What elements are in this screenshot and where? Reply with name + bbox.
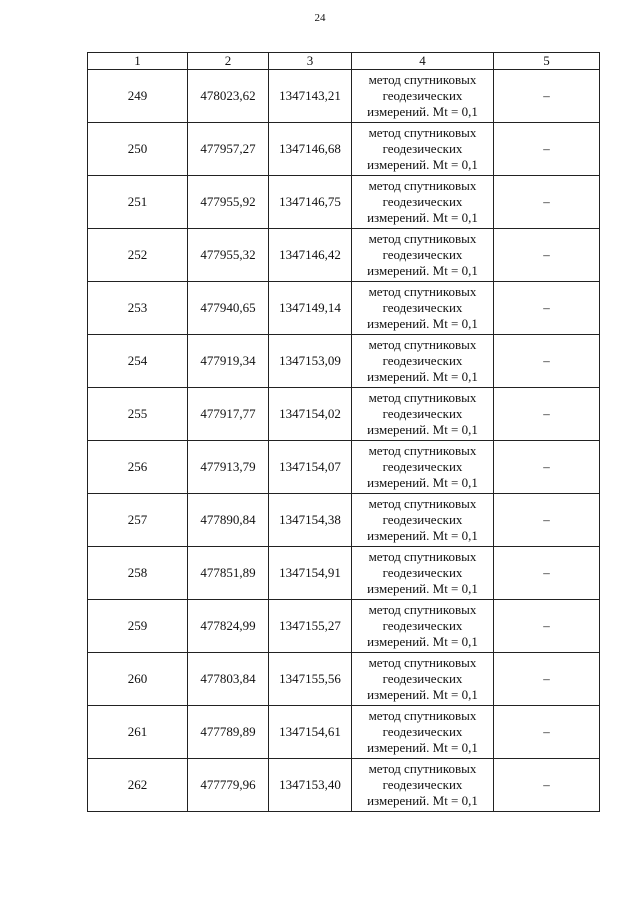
method-cell [352, 176, 494, 229]
method-line: измерений. Mt = 0,1 [367, 157, 478, 172]
method-cell [352, 653, 494, 706]
method-line: метод спутниковых [368, 125, 477, 140]
y-coordinate-cell: 1347155,27 [269, 600, 352, 653]
method-line: измерений. Mt = 0,1 [367, 210, 478, 225]
method-line: метод спутниковых [368, 337, 477, 352]
y-coordinate-cell: 1347154,38 [269, 494, 352, 547]
y-coordinate-cell: 1347154,02 [269, 388, 352, 441]
note-cell: – [494, 759, 600, 812]
note-cell: – [494, 653, 600, 706]
x-coordinate-cell: 477789,89 [188, 706, 269, 759]
table-row [88, 706, 600, 759]
method-line: метод спутниковых [368, 72, 477, 87]
table-row [88, 176, 600, 229]
y-coordinate-cell: 1347153,40 [269, 759, 352, 812]
note-cell: – [494, 229, 600, 282]
note-cell: – [494, 335, 600, 388]
method-cell [352, 123, 494, 176]
table-row [88, 123, 600, 176]
method-line: метод спутниковых [368, 549, 477, 564]
method-line: геодезических [382, 777, 463, 792]
y-coordinate-cell: 1347154,91 [269, 547, 352, 600]
method-line: измерений. Mt = 0,1 [367, 263, 478, 278]
note-cell: – [494, 706, 600, 759]
point-number-cell: 262 [88, 759, 188, 812]
y-coordinate-cell: 1347146,68 [269, 123, 352, 176]
table-row [88, 335, 600, 388]
method-cell [352, 388, 494, 441]
method-line: метод спутниковых [368, 655, 477, 670]
coordinates-table [87, 52, 600, 812]
method-cell [352, 441, 494, 494]
note-cell: – [494, 494, 600, 547]
method-line: геодезических [382, 300, 463, 315]
page-number: 24 [314, 12, 326, 24]
method-line: метод спутниковых [368, 496, 477, 511]
point-number-cell: 259 [88, 600, 188, 653]
method-line: метод спутниковых [368, 178, 477, 193]
point-number-cell: 251 [88, 176, 188, 229]
method-cell [352, 706, 494, 759]
point-number-cell: 249 [88, 70, 188, 123]
table-row [88, 388, 600, 441]
note-cell: – [494, 388, 600, 441]
table-row [88, 229, 600, 282]
method-line: измерений. Mt = 0,1 [367, 369, 478, 384]
x-coordinate-cell: 477917,77 [188, 388, 269, 441]
y-coordinate-cell: 1347154,61 [269, 706, 352, 759]
table-header-row [88, 53, 600, 70]
column-header-3: 3 [269, 53, 352, 70]
method-line: геодезических [382, 724, 463, 739]
x-coordinate-cell: 477890,84 [188, 494, 269, 547]
table-row [88, 282, 600, 335]
y-coordinate-cell: 1347155,56 [269, 653, 352, 706]
method-line: геодезических [382, 512, 463, 527]
method-line: измерений. Mt = 0,1 [367, 634, 478, 649]
method-line: метод спутниковых [368, 708, 477, 723]
method-line: геодезических [382, 459, 463, 474]
column-header-5: 5 [494, 53, 600, 70]
method-line: измерений. Mt = 0,1 [367, 475, 478, 490]
column-header-1: 1 [88, 53, 188, 70]
x-coordinate-cell: 477803,84 [188, 653, 269, 706]
table-row [88, 653, 600, 706]
table-row [88, 759, 600, 812]
method-line: метод спутниковых [368, 284, 477, 299]
table-row [88, 547, 600, 600]
y-coordinate-cell: 1347143,21 [269, 70, 352, 123]
y-coordinate-cell: 1347149,14 [269, 282, 352, 335]
x-coordinate-cell: 477851,89 [188, 547, 269, 600]
y-coordinate-cell: 1347146,42 [269, 229, 352, 282]
note-cell: – [494, 70, 600, 123]
method-cell [352, 600, 494, 653]
column-header-4: 4 [352, 53, 494, 70]
method-cell [352, 759, 494, 812]
method-line: геодезических [382, 406, 463, 421]
method-line: измерений. Mt = 0,1 [367, 316, 478, 331]
table-row [88, 70, 600, 123]
method-cell [352, 547, 494, 600]
y-coordinate-cell: 1347153,09 [269, 335, 352, 388]
point-number-cell: 253 [88, 282, 188, 335]
method-line: измерений. Mt = 0,1 [367, 528, 478, 543]
method-line: измерений. Mt = 0,1 [367, 104, 478, 119]
method-line: измерений. Mt = 0,1 [367, 793, 478, 808]
note-cell: – [494, 600, 600, 653]
note-cell: – [494, 441, 600, 494]
table-row [88, 600, 600, 653]
point-number-cell: 254 [88, 335, 188, 388]
method-line: геодезических [382, 247, 463, 262]
point-number-cell: 260 [88, 653, 188, 706]
method-cell [352, 229, 494, 282]
method-cell [352, 282, 494, 335]
method-line: геодезических [382, 141, 463, 156]
method-line: метод спутниковых [368, 602, 477, 617]
x-coordinate-cell: 477913,79 [188, 441, 269, 494]
method-line: метод спутниковых [368, 231, 477, 246]
y-coordinate-cell: 1347146,75 [269, 176, 352, 229]
note-cell: – [494, 123, 600, 176]
method-cell [352, 335, 494, 388]
x-coordinate-cell: 477779,96 [188, 759, 269, 812]
y-coordinate-cell: 1347154,07 [269, 441, 352, 494]
note-cell: – [494, 176, 600, 229]
point-number-cell: 256 [88, 441, 188, 494]
method-line: метод спутниковых [368, 443, 477, 458]
point-number-cell: 255 [88, 388, 188, 441]
x-coordinate-cell: 477955,32 [188, 229, 269, 282]
x-coordinate-cell: 477824,99 [188, 600, 269, 653]
method-line: измерений. Mt = 0,1 [367, 581, 478, 596]
x-coordinate-cell: 477957,27 [188, 123, 269, 176]
x-coordinate-cell: 477919,34 [188, 335, 269, 388]
column-header-2: 2 [188, 53, 269, 70]
method-line: геодезических [382, 671, 463, 686]
point-number-cell: 250 [88, 123, 188, 176]
point-number-cell: 257 [88, 494, 188, 547]
method-line: метод спутниковых [368, 761, 477, 776]
x-coordinate-cell: 478023,62 [188, 70, 269, 123]
method-line: геодезических [382, 618, 463, 633]
method-line: метод спутниковых [368, 390, 477, 405]
method-line: измерений. Mt = 0,1 [367, 740, 478, 755]
x-coordinate-cell: 477955,92 [188, 176, 269, 229]
point-number-cell: 261 [88, 706, 188, 759]
table-body [88, 70, 600, 812]
x-coordinate-cell: 477940,65 [188, 282, 269, 335]
method-line: геодезических [382, 565, 463, 580]
point-number-cell: 258 [88, 547, 188, 600]
table-row [88, 494, 600, 547]
method-line: измерений. Mt = 0,1 [367, 422, 478, 437]
table-row [88, 441, 600, 494]
method-line: геодезических [382, 353, 463, 368]
method-cell [352, 494, 494, 547]
method-line: геодезических [382, 194, 463, 209]
note-cell: – [494, 547, 600, 600]
method-line: измерений. Mt = 0,1 [367, 687, 478, 702]
method-line: геодезических [382, 88, 463, 103]
note-cell: – [494, 282, 600, 335]
method-cell [352, 70, 494, 123]
point-number-cell: 252 [88, 229, 188, 282]
